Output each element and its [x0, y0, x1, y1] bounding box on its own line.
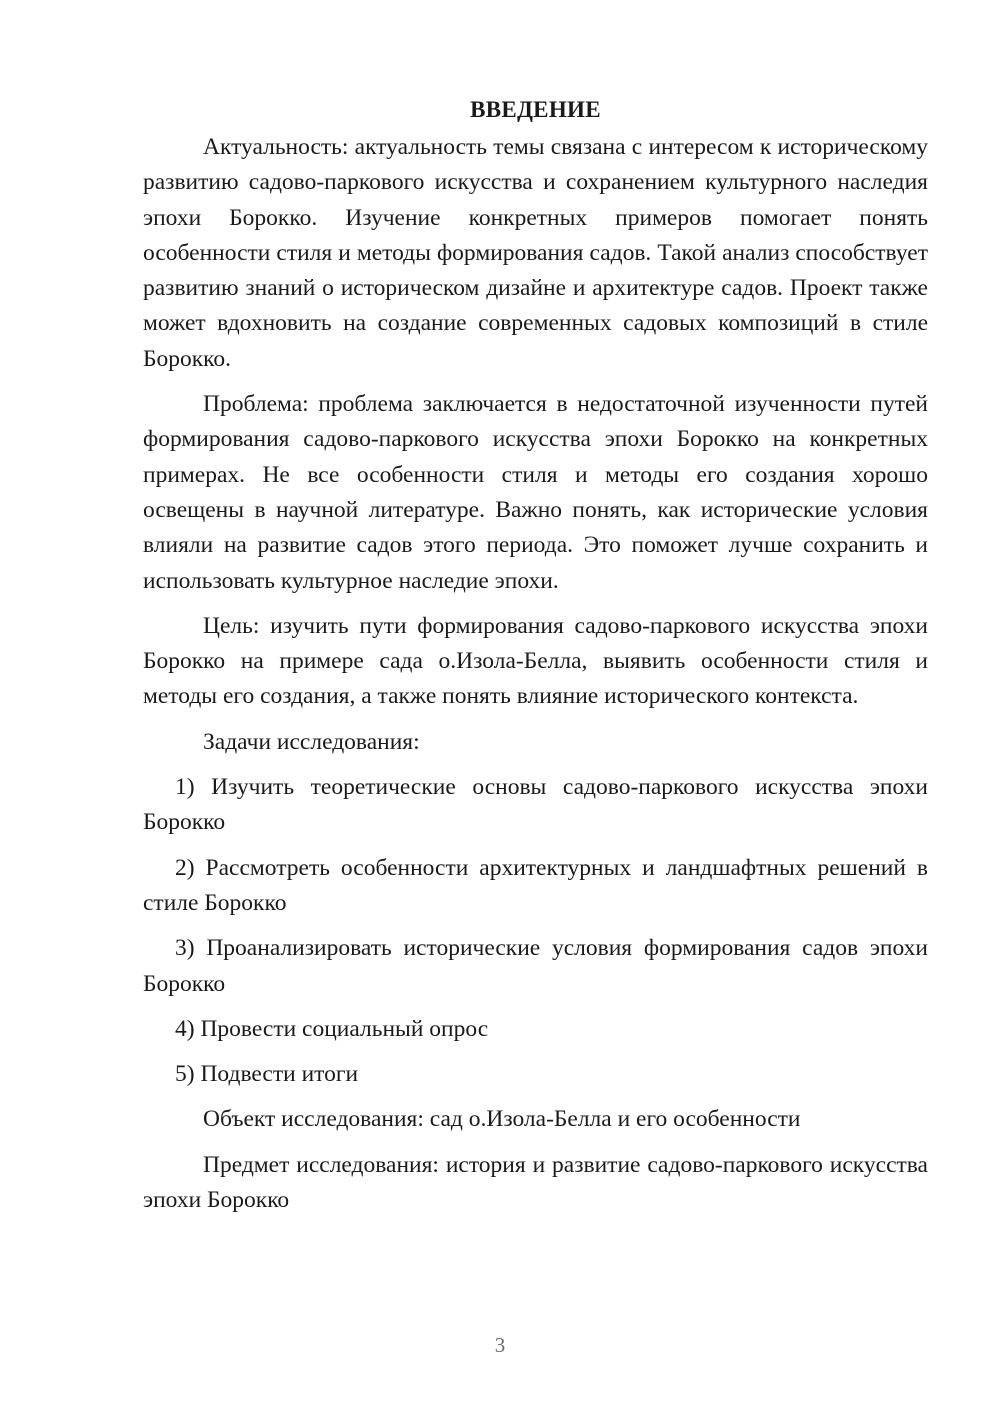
goal-paragraph: Цель: изучить пути формирования садово-паркового искусства эпохи Борокко на примере сада о.Изола-Белла, выявить особенности стиля и методы его создания, а также понять влияние исторического контекста. — [143, 612, 928, 710]
task-item-5: 5) Подвести итоги — [175, 1061, 359, 1088]
research-object-paragraph: Объект исследования: сад о.Изола-Белла и его особенности — [203, 1106, 801, 1133]
tasks-list — [143, 770, 928, 1092]
problem-paragraph: Проблема: проблема заключается в недостаточной изученности путей формирования садово-паркового искусства эпохи Борокко на конкретных примерах. Не все особенности стиля и методы его создания хорошо освещены в научной литературе. Важно понять, как исторические условия влияли на развитие садов этого периода. Это поможет лучше сохранить и использовать культурное наследие эпохи. — [143, 391, 928, 594]
task-item-2: 2) Рассмотреть особенности архитектурных и ландшафтных решений в стиле Борокко — [143, 854, 928, 916]
page-content — [143, 90, 928, 1218]
research-subject-paragraph: Предмет исследования: история и развитие садово-паркового искусства эпохи Борокко — [143, 1151, 928, 1214]
page-number: 3 — [494, 1333, 506, 1357]
task-item-4: 4) Провести социальный опрос — [175, 1015, 489, 1042]
task-item-3: 3) Проанализировать исторические условия формирования садов эпохи Борокко — [143, 935, 928, 997]
task-item-1: 1) Изучить теоретические основы садово-паркового искусства эпохи Борокко — [143, 774, 928, 836]
page-title: ВВЕДЕНИЕ — [470, 97, 601, 122]
relevance-paragraph: Актуальность: актуальность темы связана с интересом к историческому развитию садово-паркового искусства и сохранением культурного наследия эпохи Борокко. Изучение конкретных примеров помогает понять особенности стиля и методы формирования садов. Такой анализ способствует развитию знаний о историческом дизайне и архитектуре садов. Проект также может вдохновить на создание современных садовых композиций в стиле Борокко. — [143, 134, 928, 372]
tasks-title: Задачи исследования: — [203, 728, 420, 755]
